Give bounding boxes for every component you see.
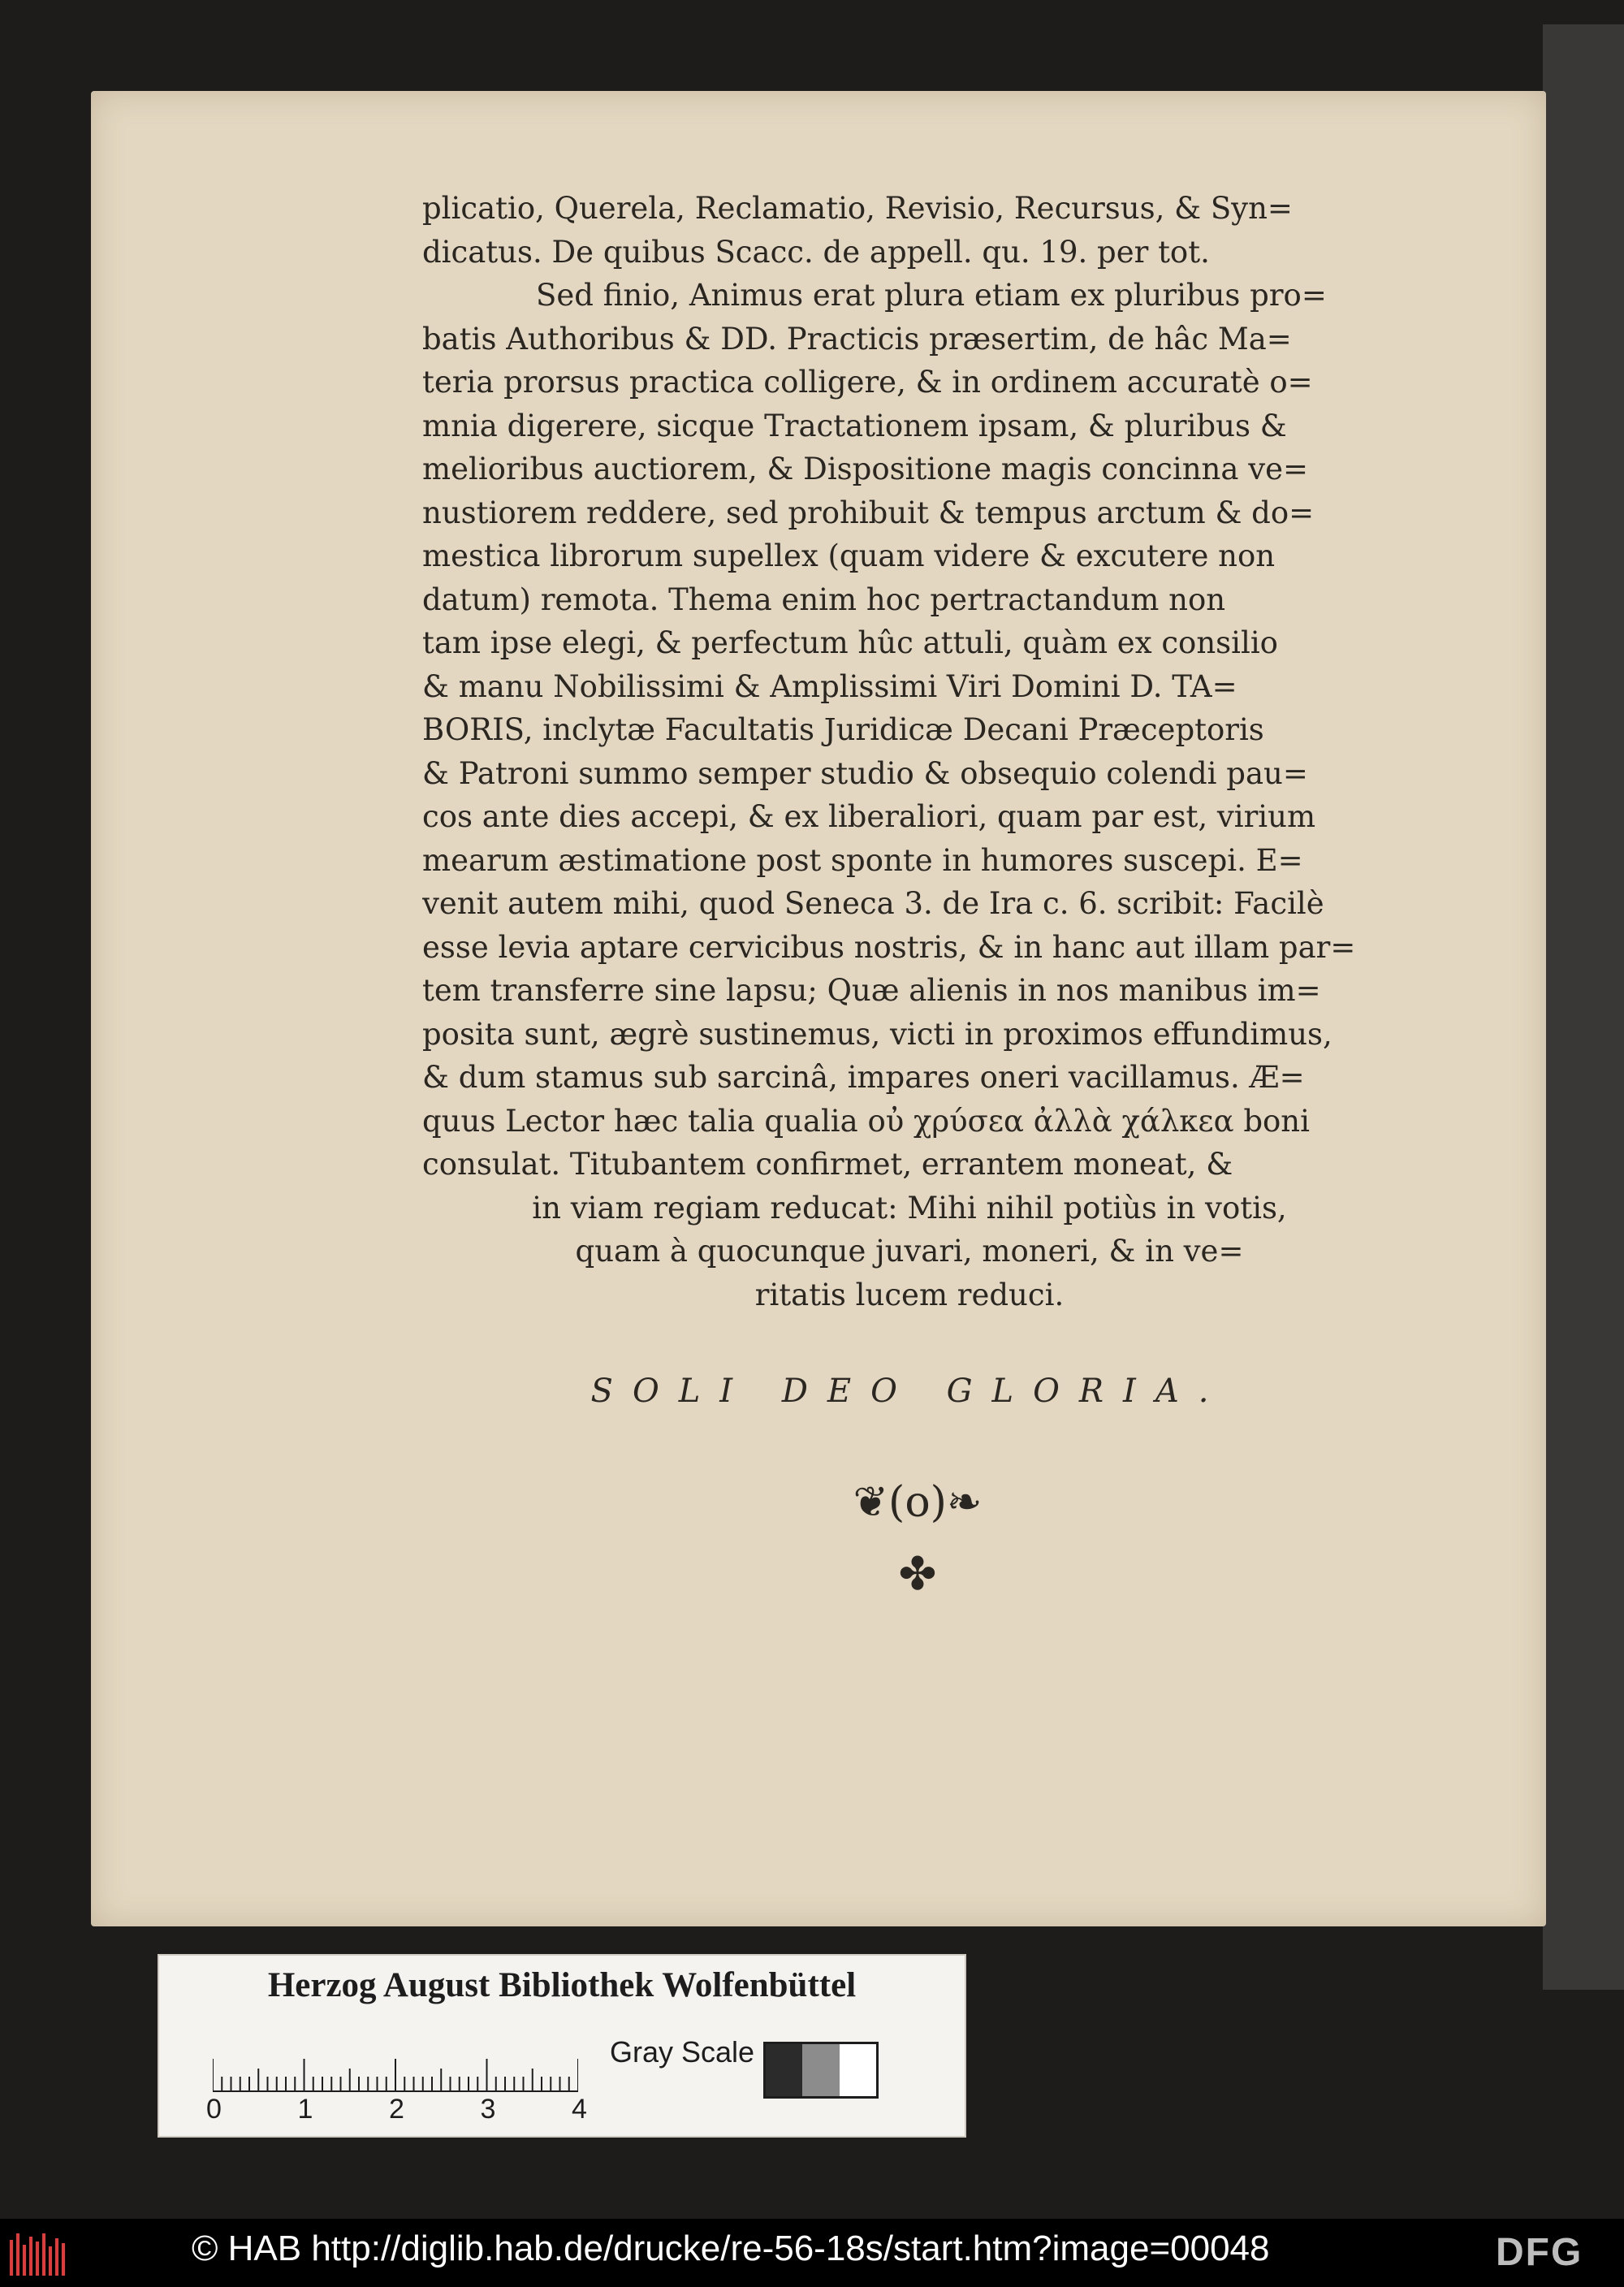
text-line: mearum æstimatione post sponte in humores suscepi. E= — [422, 842, 1303, 878]
ruler-labels — [206, 2094, 635, 2126]
text-line: batis Authoribus & DD. Practicis præsertim, de hâc Ma= — [422, 321, 1292, 357]
text-line: melioribus auctiorem, & Dispositione magis concinna ve= — [422, 452, 1308, 486]
text-line: dicatus. De quibus Scacc. de appell. qu. 19. per tot. — [422, 234, 1210, 270]
text-line: nustiorem reddere, sed prohibuit & tempus arctum & do= — [422, 495, 1315, 530]
dfg-logo: DFG — [1496, 2231, 1583, 2274]
copyright-url: © HAB http://diglib.hab.de/drucke/re-56-18s/start.htm?image=00048 — [192, 2229, 1270, 2268]
text-line: tem transferre sine lapsu; Quæ alienis in nos manibus im= — [422, 973, 1321, 1008]
text-line: & Patroni summo semper studio & obsequio colendi pau= — [422, 755, 1308, 791]
text-line: posita sunt, ægrè sustinemus, victi in proximos effundimus, — [422, 1016, 1332, 1052]
gray-scale-swatches — [763, 2042, 879, 2099]
hab-logo-icon — [10, 2233, 68, 2276]
ornament-top: ❦(o)❧ — [853, 1478, 983, 1527]
text-line: tam ipse elegi, & perfectum hûc attuli, quàm ex consilio — [422, 625, 1278, 660]
gray-swatch — [840, 2044, 876, 2096]
ruler-label: 1 — [297, 2094, 313, 2125]
text-line: Sed finio, Animus erat plura etiam ex pluribus pro= — [536, 278, 1327, 313]
ruler-label: 4 — [572, 2094, 587, 2125]
body-text — [422, 187, 1397, 1316]
ornament-bottom: ✤ — [898, 1548, 937, 1601]
ruler-label: 3 — [480, 2094, 496, 2125]
text-line: & manu Nobilissimi & Amplissimi Viri Domini D. TA= — [422, 668, 1237, 704]
ruler-scale — [213, 2035, 578, 2092]
text-line: venit autem mihi, quod Seneca 3. de Ira c. 6. scribit: Facilè — [422, 886, 1324, 921]
text-line: ritatis lucem reduci. — [754, 1277, 1065, 1312]
gray-scale-label: Gray Scale — [610, 2035, 755, 2069]
closing-motto: SOLI DEO GLORIA. — [590, 1373, 1229, 1410]
text-line: datum) remota. Thema enim hoc pertractandum non — [422, 581, 1226, 617]
text-line: in viam regiam reducat: Mihi nihil potiùs in votis, — [532, 1190, 1287, 1226]
text-line: quus Lector hæc talia qualia οὐ χρύσεα ἀλλὰ χάλκεα boni — [422, 1103, 1310, 1139]
text-line: & dum stamus sub sarcinâ, impares oneri vacillamus. Æ= — [422, 1060, 1305, 1095]
gray-swatch — [802, 2044, 839, 2096]
text-line: consulat. Titubantem confirmet, errantem moneat, & — [422, 1147, 1233, 1182]
text-line: BORIS, inclytæ Facultatis Juridicæ Decani Præceptoris — [422, 712, 1264, 747]
footer-bar — [0, 2219, 1624, 2287]
ruler-label: 0 — [206, 2094, 222, 2125]
text-line: quam à quocunque juvari, moneri, & in ve= — [575, 1234, 1244, 1269]
color-scale-card — [158, 1954, 966, 2138]
text-line: cos ante dies accepi, & ex liberaliori, quam par est, virium — [422, 799, 1316, 834]
library-name: Herzog August Bibliothek Wolfenbüttel — [267, 1966, 857, 2004]
text-line: plicatio, Querela, Reclamatio, Revisio, Recursus, & Syn= — [422, 191, 1293, 226]
ruler-label: 2 — [389, 2094, 404, 2125]
gray-swatch — [766, 2044, 802, 2096]
text-line: esse levia aptare cervicibus nostris, & in hanc aut illam par= — [422, 929, 1356, 965]
text-line: teria prorsus practica colligere, & in ordinem accuratè o= — [422, 365, 1313, 400]
text-line: mestica librorum supellex (quam videre & excutere non — [422, 538, 1276, 573]
text-line: mnia digerere, sicque Tractationem ipsam, & pluribus & — [422, 408, 1287, 443]
book-cover-board — [1543, 24, 1624, 1990]
